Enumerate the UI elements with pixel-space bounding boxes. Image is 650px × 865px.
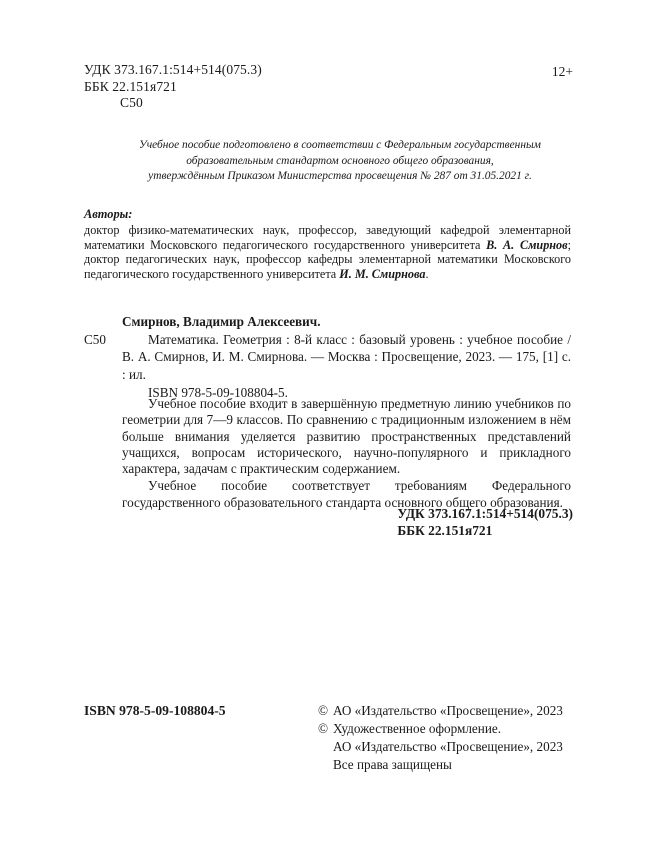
copyright-design-label: Художественное оформление. [333,721,502,736]
classification-codes-repeat [397,505,573,539]
copyright-icon-design: © [318,721,329,736]
classification-codes-top [84,62,262,112]
author-2-name: И. М. Смирнова [339,267,426,282]
author-sign-top: С50 [120,95,143,110]
authors-section [84,207,571,282]
authors-period: . [425,267,429,282]
bibliographic-entry-value: Математика. Геометрия : 8-й класс : базовый уровень : учебное пособие / В. А. Смирнов, И. М. Смирнова. — Москва : Просвещение, 2023. — 175, [1] с. : ил. [122,332,571,382]
authors-label: Авторы: [84,207,133,221]
copyright-line-1 [318,702,563,720]
copyright-line-4: Все права защищены [333,757,452,772]
annotation-section [122,396,571,511]
bibliographic-record [84,313,571,401]
author-1-name: В. А. Смирнов [486,237,568,252]
federal-standard-note-line-2: образовательным стандартом основного общего образования, [186,154,494,167]
bibliographic-entry [84,331,571,383]
author-sign-bibliographic: С50 [84,332,106,348]
age-rating-badge: 12+ [551,64,573,79]
udk-code-repeat: УДК 373.167.1:514+514(075.3) [397,506,573,521]
authors-body [84,223,571,282]
annotation-paragraph-1: Учебное пособие входит в завершённую предметную линию учебников по геометрии для 7—9 классов. По сравнению с традиционным изложением в нём больше внимания уделяется развитию пространственных представлений учащихся, вопросам исторического, научно-популярного и прикладного характера, задачам с практическим содержанием. [122,396,571,477]
author-2-description: доктор педагогических наук, профессор кафедры элементарной математики Московского педагогического государственного университета [84,252,571,282]
copyright-line-3: АО «Издательство «Просвещение», 2023 [333,739,563,754]
federal-standard-note-line-3: утверждённым Приказом Министерства просвещения № 287 от 31.05.2021 г. [148,170,532,183]
udk-code-top: УДК 373.167.1:514+514(075.3) [84,62,262,77]
bibliographic-author-heading: Смирнов, Владимир Алексеевич. [122,314,321,329]
footer-isbn: ISBN 978-5-09-108804-5 [84,703,226,718]
annotation-paragraph-2: Учебное пособие соответствует требованиям Федерального государственного образовательного стандарта основного общего образования. [122,478,571,510]
bibliographic-isbn: ISBN 978-5-09-108804-5. [148,384,288,400]
authors-separator: ; [567,237,571,252]
bbk-code-top: ББК 22.151я721 [84,78,177,94]
copyright-line-2 [318,720,563,738]
author-1-description: доктор физико-математических наук, профессор, заведующий кафедрой элементарной математики Московского педагогического государственного университета [84,222,571,252]
copyright-icon: © [318,703,329,718]
copyright-block [318,702,563,774]
bibliographic-entry-text [122,331,571,383]
federal-standard-note-line-1: Учебное пособие подготовлено в соответствии с Федеральным государственным [139,139,541,151]
copyright-publisher-1: АО «Издательство «Просвещение», 2023 [333,703,563,718]
bbk-code-repeat: ББК 22.151я721 [397,523,493,538]
federal-standard-note [105,138,575,185]
